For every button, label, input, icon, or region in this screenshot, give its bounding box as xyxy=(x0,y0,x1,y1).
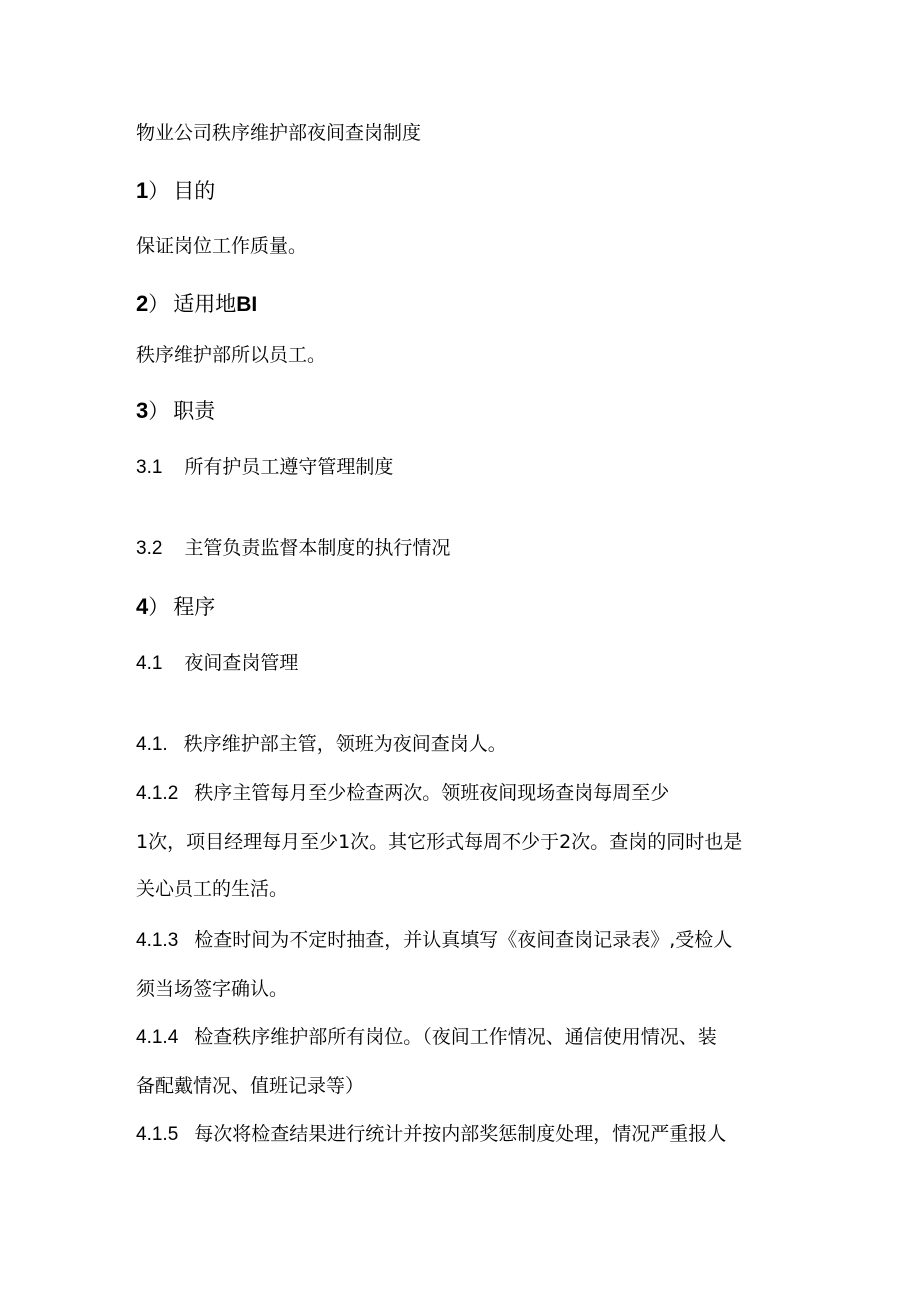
section-paren: ） xyxy=(148,292,170,316)
item-3-1 xyxy=(136,454,393,481)
item-text: 所有护员工遵守管理制度 xyxy=(184,456,394,478)
item-text: 检查秩序维护部所有岗位。（夜间工作情况、通信使用情况、装 xyxy=(194,1026,717,1048)
section-title: 适用地 xyxy=(173,292,237,316)
item-number: 4.1.4 xyxy=(136,1027,179,1048)
item-4-1-3-line-1 xyxy=(136,927,732,954)
section-number: 3 xyxy=(136,398,149,423)
item-number: 4.1.5 xyxy=(136,1124,179,1145)
section-title-tail: BI xyxy=(236,293,258,316)
section-paren: ） xyxy=(148,595,170,619)
item-number: 4.1 xyxy=(136,653,163,674)
item-number: 4.1.3 xyxy=(136,930,179,951)
item-text: 秩序主管每月至少检查两次。领班夜间现场查岗每周至少 xyxy=(194,782,670,804)
item-3-2 xyxy=(136,535,450,562)
section-title: 目的 xyxy=(173,179,216,203)
section-2-body: 秩序维护部所以员工。 xyxy=(136,344,327,366)
section-title: 程序 xyxy=(173,595,216,619)
item-4-1 xyxy=(136,650,298,677)
section-paren: ） xyxy=(148,179,170,203)
section-1-heading xyxy=(136,176,215,206)
item-4-1-3-line-2: 须当场签字确认。 xyxy=(136,978,289,1000)
item-number: 4.1. xyxy=(136,734,168,755)
item-text: 秩序维护部主管，领班为夜间查岗人。 xyxy=(183,733,507,755)
item-4-1-1 xyxy=(136,731,507,758)
section-4-heading xyxy=(136,592,215,622)
item-text: 夜间查岗管理 xyxy=(184,652,299,674)
section-3-heading xyxy=(136,396,215,426)
section-2-heading xyxy=(136,289,257,320)
item-text: 主管负责监督本制度的执行情况 xyxy=(184,537,451,559)
item-number: 3.2 xyxy=(136,538,163,559)
item-4-1-4-line-2: 备配戴情况、值班记录等） xyxy=(136,1075,365,1097)
item-text: 检查时间为不定时抽查，并认真填写《夜间查岗记录表》,受检人 xyxy=(194,929,733,951)
section-title: 职责 xyxy=(173,399,216,423)
item-4-1-4-line-1 xyxy=(136,1024,717,1051)
section-paren: ） xyxy=(148,399,170,423)
section-number: 2 xyxy=(136,291,149,316)
item-4-1-2-line-1 xyxy=(136,780,669,807)
item-4-1-2-line-2: 1次，项目经理每月至少1次。其它形式每周不少于2次。查岗的同时也是 xyxy=(136,831,743,853)
document-title: 物业公司秩序维护部夜间查岗制度 xyxy=(136,122,422,144)
section-number: 1 xyxy=(136,178,149,203)
item-text: 每次将检查结果进行统计并按内部奖惩制度处理，情况严重报人 xyxy=(194,1123,727,1145)
section-1-body: 保证岗位工作质量。 xyxy=(136,235,308,257)
item-4-1-5-line-1 xyxy=(136,1121,726,1148)
item-number: 4.1.2 xyxy=(136,783,179,804)
item-number: 3.1 xyxy=(136,457,163,478)
item-4-1-2-line-3: 关心员工的生活。 xyxy=(136,878,289,900)
section-number: 4 xyxy=(136,594,149,619)
